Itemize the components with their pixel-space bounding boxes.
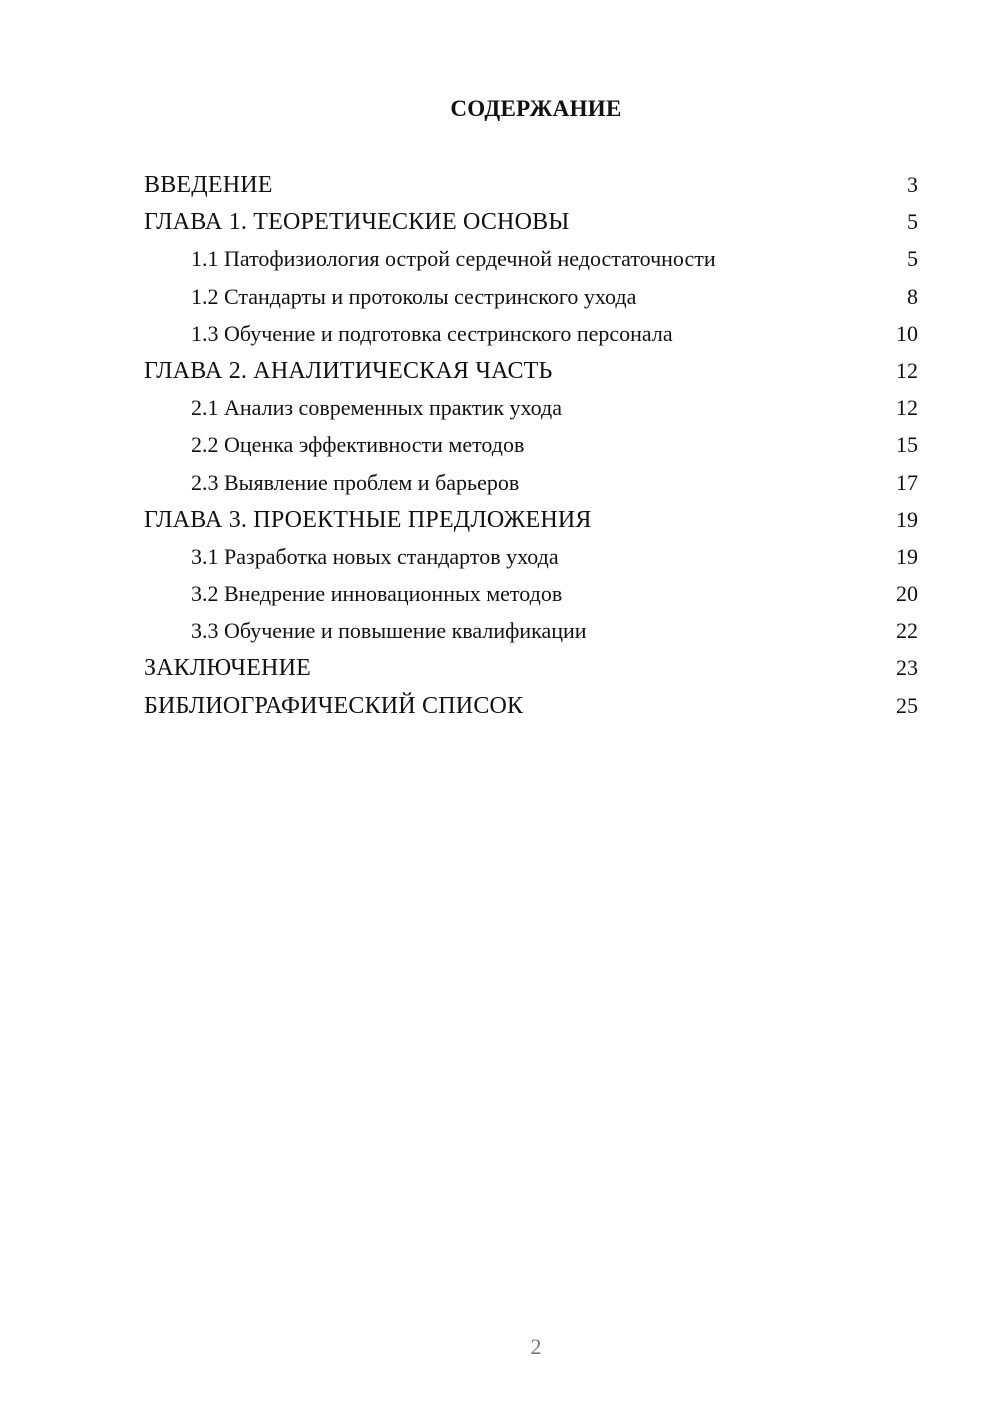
toc-entry[interactable]	[144, 352, 918, 389]
toc-subentry[interactable]	[144, 240, 918, 277]
toc-subentry-label: 3.2 Внедрение инновационных методов	[191, 581, 563, 607]
toc-subentry-page: 15	[896, 432, 918, 458]
toc-entry-label: ГЛАВА 1. ТЕОРЕТИЧЕСКИЕ ОСНОВЫ	[144, 209, 570, 236]
toc-subentry-label: 2.3 Выявление проблем и барьеров	[191, 469, 520, 495]
toc-subentry-label: 1.3 Обучение и подготовка сестринского персонала	[191, 320, 673, 346]
toc-subentry-label: 2.2 Оценка эффективности методов	[191, 432, 525, 458]
toc-entry-label: ГЛАВА 3. ПРОЕКТНЫЕ ПРЕДЛОЖЕНИЯ	[144, 506, 592, 533]
toc-entry[interactable]	[144, 649, 918, 686]
toc-subentry[interactable]	[144, 612, 918, 649]
toc-subentry[interactable]	[144, 315, 918, 352]
toc-subentry[interactable]	[144, 575, 918, 612]
toc-entry-page: 25	[896, 692, 918, 718]
toc-subentry-page: 10	[896, 320, 918, 346]
toc-entry-label: ВВЕДЕНИЕ	[144, 172, 273, 198]
toc-subentry-page: 22	[896, 618, 918, 644]
toc-entry-page: 5	[907, 209, 918, 235]
toc-entry-page: 23	[896, 655, 918, 681]
toc-subentry-page: 5	[907, 246, 918, 272]
toc-subentry[interactable]	[144, 426, 918, 463]
toc-subentry-label: 1.1 Патофизиология острой сердечной недостаточности	[191, 246, 716, 272]
toc-subentry-label: 3.3 Обучение и повышение квалификации	[191, 618, 587, 644]
page-number: 2	[530, 1334, 542, 1359]
toc-entry-page: 3	[907, 172, 918, 197]
toc-subentry-page: 8	[907, 283, 918, 309]
toc-entry-label: ЗАКЛЮЧЕНИЕ	[144, 655, 311, 682]
toc-subentry[interactable]	[144, 538, 918, 575]
toc-subentry-label: 3.1 Разработка новых стандартов ухода	[191, 543, 559, 569]
toc-entry[interactable]	[144, 203, 918, 240]
toc-subentry-label: 1.2 Стандарты и протоколы сестринского ухода	[191, 283, 637, 309]
toc-entry-label: БИБЛИОГРАФИЧЕСКИЙ СПИСОК	[144, 692, 524, 719]
toc-subentry-page: 20	[896, 581, 918, 607]
toc-entry-page: 12	[896, 357, 918, 383]
toc-subentry[interactable]	[144, 278, 918, 315]
toc-subentry-page: 19	[896, 543, 918, 569]
toc-entry[interactable]	[144, 501, 918, 538]
toc-entry[interactable]	[144, 687, 918, 724]
toc-subentry-page: 17	[896, 469, 918, 495]
toc-subentry[interactable]	[144, 389, 918, 426]
page-title: СОДЕРЖАНИЕ	[450, 96, 622, 121]
toc-subentry-page: 12	[896, 395, 918, 421]
table-of-contents	[144, 166, 918, 724]
toc-subentry[interactable]	[144, 464, 918, 501]
toc-entry-label: ГЛАВА 2. АНАЛИТИЧЕСКАЯ ЧАСТЬ	[144, 357, 553, 384]
toc-entry-page: 19	[896, 506, 918, 532]
toc-subentry-label: 2.1 Анализ современных практик ухода	[191, 395, 562, 421]
toc-entry[interactable]	[144, 166, 918, 203]
